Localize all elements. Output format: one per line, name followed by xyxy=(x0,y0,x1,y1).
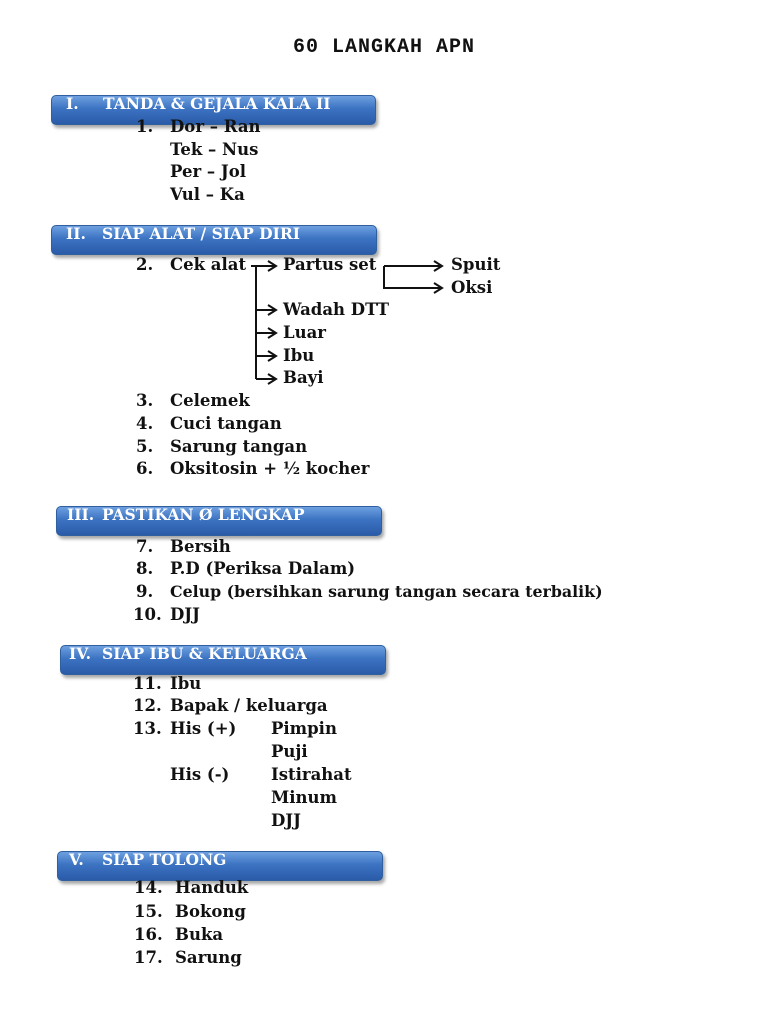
section-label: SIAP TOLONG xyxy=(102,850,227,869)
item-text: Bapak / keluarga xyxy=(170,696,328,715)
item-number: 17. xyxy=(134,948,163,967)
his-negative-step: Istirahat xyxy=(271,765,352,784)
his-negative-step: DJJ xyxy=(271,811,301,830)
item-text: Celup (bersihkan sarung tangan secara terbalik) xyxy=(170,582,603,601)
section-header-3 xyxy=(56,506,382,536)
branch-trunk xyxy=(384,266,440,288)
item-number: 5. xyxy=(136,437,154,456)
item-text: Tek – Nus xyxy=(170,140,259,159)
section-numeral: II. xyxy=(66,224,86,243)
item-number: 16. xyxy=(134,925,163,944)
his-positive-step: Pimpin xyxy=(271,719,337,738)
item-number: 14. xyxy=(134,878,163,897)
item-number: 10. xyxy=(133,605,162,624)
his-negative-step: Minum xyxy=(271,788,337,807)
branch-oksi: Oksi xyxy=(451,278,493,297)
section-header-5 xyxy=(57,851,383,881)
branch-partus-set: Partus set xyxy=(283,255,377,274)
branch-bayi: Bayi xyxy=(283,368,324,387)
branch-luar: Luar xyxy=(283,323,326,342)
item-text: Buka xyxy=(175,925,224,944)
item-text: Sarung tangan xyxy=(170,437,308,456)
section-label: SIAP ALAT / SIAP DIRI xyxy=(102,224,300,243)
item-text: Celemek xyxy=(170,391,250,410)
his-positive-step: Puji xyxy=(271,742,308,761)
branch-spuit: Spuit xyxy=(451,255,501,274)
item-text: His (+) xyxy=(170,719,237,738)
item-number: 6. xyxy=(136,459,154,478)
section-label: TANDA & GEJALA KALA II xyxy=(103,94,331,113)
item-number: 2. xyxy=(136,255,154,274)
item-text: Dor – Ran xyxy=(170,117,261,136)
item-text: Oksitosin + ½ kocher xyxy=(170,459,370,478)
item-text: His (-) xyxy=(170,765,230,784)
section-label: PASTIKAN Ø LENGKAP xyxy=(102,505,305,524)
section-numeral: IV. xyxy=(69,644,91,663)
item-number: 13. xyxy=(133,719,162,738)
page-title: 60 LANGKAH APN xyxy=(292,36,476,59)
item-text: Sarung xyxy=(175,948,242,967)
item-number: 9. xyxy=(136,582,154,601)
item-number: 3. xyxy=(136,391,154,410)
item-number: 12. xyxy=(133,696,162,715)
item-text: Per – Jol xyxy=(170,162,246,181)
item-text: Bersih xyxy=(170,537,231,556)
item-text: Handuk xyxy=(175,878,249,897)
item-text: DJJ xyxy=(170,605,200,624)
section-numeral: III. xyxy=(67,505,95,524)
item-number: 15. xyxy=(134,902,163,921)
section-header-4 xyxy=(60,645,386,675)
item-text: P.D (Periksa Dalam) xyxy=(170,559,356,578)
item-number: 7. xyxy=(136,537,154,556)
item-number: 4. xyxy=(136,414,154,433)
section-label: SIAP IBU & KELUARGA xyxy=(102,644,307,663)
item-text: Cuci tangan xyxy=(170,414,282,433)
item-text: Bokong xyxy=(175,902,246,921)
item-text: Vul – Ka xyxy=(170,185,245,204)
section-numeral: I. xyxy=(66,94,79,113)
item-number: 1. xyxy=(136,117,154,136)
item-text: Cek alat xyxy=(170,255,247,274)
branch-wadah-dtt: Wadah DTT xyxy=(283,300,390,319)
branch-ibu: Ibu xyxy=(283,346,315,365)
section-numeral: V. xyxy=(69,850,84,869)
item-number: 8. xyxy=(136,559,154,578)
item-number: 11. xyxy=(133,674,162,693)
item-text: Ibu xyxy=(170,674,202,693)
